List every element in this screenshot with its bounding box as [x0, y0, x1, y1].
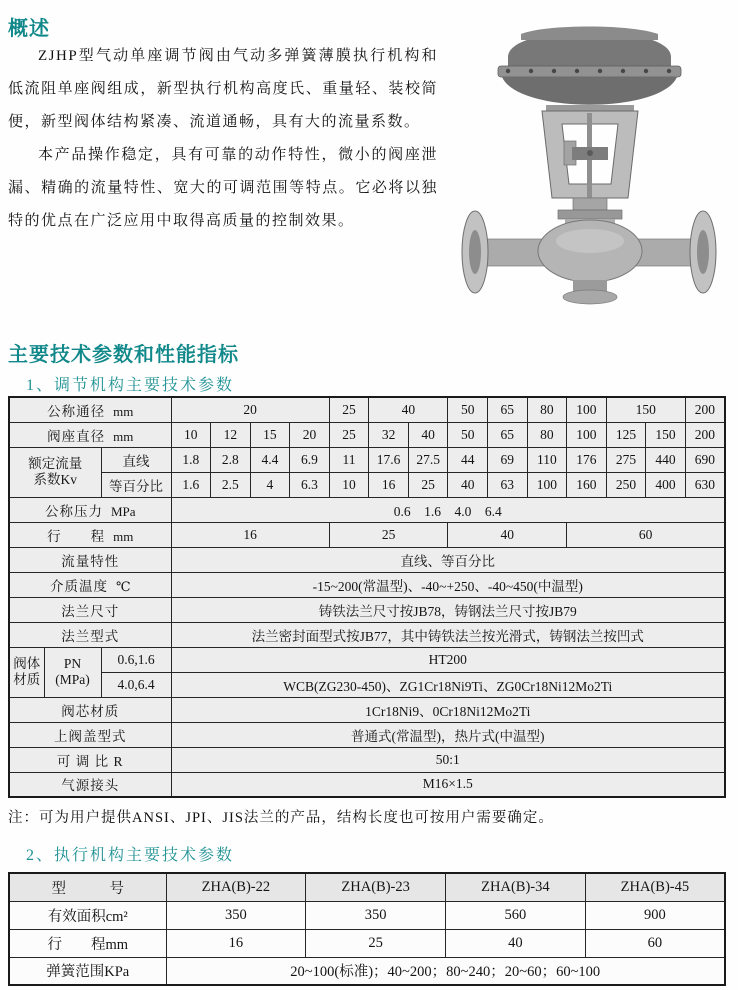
- row-label-cell: 行 程mm: [9, 929, 166, 957]
- value-cell: 50: [448, 422, 488, 447]
- value-cell: 17.6: [369, 447, 409, 472]
- row-label-cell: 法兰尺寸: [9, 597, 171, 622]
- regulator-parameters-table: [8, 396, 726, 798]
- value-cell: 直线、等百分比: [171, 547, 725, 572]
- value-cell: 400: [646, 472, 686, 497]
- row-label-cell: 流量特性: [9, 547, 171, 572]
- value-cell: 630: [685, 472, 725, 497]
- value-cell: 40: [408, 422, 448, 447]
- actuator-parameters-table: [8, 872, 726, 986]
- value-cell: 法兰密封面型式按JB77，其中铸铁法兰按光滑式，铸钢法兰按凹式: [171, 622, 725, 647]
- value-cell: 65: [488, 422, 528, 447]
- row-label-cell: 可 调 比 R: [9, 747, 171, 772]
- sub-label-cell: 等百分比: [101, 472, 171, 497]
- row-label-cell: 型 号: [9, 873, 166, 901]
- model-cell: ZHA(B)-34: [446, 873, 586, 901]
- pn-range-cell: 0.6,1.6: [101, 647, 171, 672]
- value-cell: 普通式(常温型)，热片式(中温型): [171, 722, 725, 747]
- value-cell: 275: [606, 447, 646, 472]
- value-cell: 40: [448, 522, 567, 547]
- row-flange-type: [9, 622, 725, 647]
- value-cell: 250: [606, 472, 646, 497]
- value-cell: 40: [369, 397, 448, 422]
- row-model: [9, 873, 725, 901]
- value-cell: 0.6 1.6 4.0 6.4: [171, 497, 725, 522]
- value-cell: 4.4: [250, 447, 290, 472]
- row-stroke: [9, 522, 725, 547]
- row-label-cell: 有效面积cm²: [9, 901, 166, 929]
- model-cell: ZHA(B)-22: [166, 873, 306, 901]
- valve-illustration: [446, 10, 734, 318]
- value-cell: 25: [329, 422, 369, 447]
- row-label-cell: 阀芯材质: [9, 697, 171, 722]
- row-label-cell: 公称压力 MPa: [9, 497, 171, 522]
- row-plug-material: [9, 697, 725, 722]
- value-cell: 80: [527, 422, 567, 447]
- value-cell: 69: [488, 447, 528, 472]
- value-cell: 1Cr18Ni9、0Cr18Ni12Mo2Ti: [171, 697, 725, 722]
- value-cell: 60: [567, 522, 725, 547]
- row-spring-range: [9, 957, 725, 985]
- value-cell: 176: [567, 447, 607, 472]
- value-cell: 25: [329, 397, 369, 422]
- value-cell: 2.5: [211, 472, 251, 497]
- row-label-cell: 行 程 mm: [9, 522, 171, 547]
- row-body-material-pn-low: [9, 647, 725, 672]
- value-cell: 65: [488, 397, 528, 422]
- value-cell: 32: [369, 422, 409, 447]
- value-cell: 60: [585, 929, 725, 957]
- value-cell: 100: [567, 422, 607, 447]
- value-cell: 2.8: [211, 447, 251, 472]
- value-cell: 1.8: [171, 447, 211, 472]
- value-cell: 110: [527, 447, 567, 472]
- value-cell: 20: [171, 397, 329, 422]
- value-cell: 27.5: [408, 447, 448, 472]
- value-cell: 16: [166, 929, 306, 957]
- row-bonnet-type: [9, 722, 725, 747]
- row-kv-equal-percentage: [9, 472, 725, 497]
- value-cell: 15: [250, 422, 290, 447]
- row-rangeability: [9, 747, 725, 772]
- value-cell: 25: [306, 929, 446, 957]
- value-cell: 16: [369, 472, 409, 497]
- value-cell: 80: [527, 397, 567, 422]
- value-cell: 350: [166, 901, 306, 929]
- value-cell: 10: [329, 472, 369, 497]
- value-cell: HT200: [171, 647, 725, 672]
- value-cell: 50:1: [171, 747, 725, 772]
- row-air-connection: [9, 772, 725, 797]
- value-cell: M16×1.5: [171, 772, 725, 797]
- pn-label-cell: PN (MPa): [44, 647, 101, 697]
- row-nominal-pressure: [9, 497, 725, 522]
- row-medium-temperature: [9, 572, 725, 597]
- subsection-1-title: 1、调节机构主要技术参数: [26, 377, 235, 394]
- section-title: 主要技术参数和性能指标: [8, 344, 239, 366]
- value-cell: 44: [448, 447, 488, 472]
- pn-range-cell: 4.0,6.4: [101, 672, 171, 697]
- value-cell: 100: [527, 472, 567, 497]
- value-cell: 40: [446, 929, 586, 957]
- value-cell: 20: [290, 422, 330, 447]
- value-cell: 25: [329, 522, 448, 547]
- row-label-cell: 公称通径 mm: [9, 397, 171, 422]
- kv-label-cell: 额定流量 系数Kv: [9, 447, 101, 497]
- value-cell: 350: [306, 901, 446, 929]
- value-cell: 12: [211, 422, 251, 447]
- control-valve-photo: [446, 10, 734, 318]
- value-cell: 6.3: [290, 472, 330, 497]
- model-cell: ZHA(B)-23: [306, 873, 446, 901]
- body-material-label-cell: 阀体 材质: [9, 647, 44, 697]
- row-label-cell: 阀座直径 mm: [9, 422, 171, 447]
- value-cell: 25: [408, 472, 448, 497]
- row-seat-diameter: [9, 422, 725, 447]
- value-cell: 200: [685, 397, 725, 422]
- value-cell: 440: [646, 447, 686, 472]
- value-cell: 1.6: [171, 472, 211, 497]
- row-label-cell: 介质温度 ℃: [9, 572, 171, 597]
- value-cell: 160: [567, 472, 607, 497]
- value-cell: 10: [171, 422, 211, 447]
- row-label-cell: 弹簧范围KPa: [9, 957, 166, 985]
- value-cell: 63: [488, 472, 528, 497]
- model-cell: ZHA(B)-45: [585, 873, 725, 901]
- overview-paragraph-1: ZJHP型气动单座调节阀由气动多弹簧薄膜执行机构和低流阻单座阀组成，新型执行机构高度氏、重量轻、装校简便，新型阀体结构紧凑、流道通畅，具有大的流量系数。: [8, 48, 438, 130]
- value-cell: 100: [567, 397, 607, 422]
- value-cell: 16: [171, 522, 329, 547]
- row-effective-area: [9, 901, 725, 929]
- row-body-material-pn-high: [9, 672, 725, 697]
- subsection-2-title: 2、执行机构主要技术参数: [26, 847, 235, 864]
- row-label-cell: 气源接头: [9, 772, 171, 797]
- value-cell: 125: [606, 422, 646, 447]
- value-cell: 200: [685, 422, 725, 447]
- note-text: 注：可为用户提供ANSI、JPI、JIS法兰的产品，结构长度也可按用户需要确定。: [8, 810, 554, 826]
- value-cell: 4: [250, 472, 290, 497]
- value-cell: WCB(ZG230-450)、ZG1Cr18Ni9Ti、ZG0Cr18Ni12Mo2Ti: [171, 672, 725, 697]
- value-cell: 铸铁法兰尺寸按JB78，铸钢法兰尺寸按JB79: [171, 597, 725, 622]
- row-actuator-stroke: [9, 929, 725, 957]
- overview-title: 概述: [8, 18, 50, 40]
- row-label-cell: 法兰型式: [9, 622, 171, 647]
- row-kv-linear: [9, 447, 725, 472]
- value-cell: 900: [585, 901, 725, 929]
- value-cell: 6.9: [290, 447, 330, 472]
- value-cell: -15~200(常温型)、-40~+250、-40~450(中温型): [171, 572, 725, 597]
- sub-label-cell: 直线: [101, 447, 171, 472]
- row-nominal-diameter: [9, 397, 725, 422]
- value-cell: 560: [446, 901, 586, 929]
- value-cell: 20~100(标准)；40~200；80~240；20~60；60~100: [166, 957, 725, 985]
- value-cell: 11: [329, 447, 369, 472]
- row-label-cell: 上阀盖型式: [9, 722, 171, 747]
- overview-paragraph-2: 本产品操作稳定，具有可靠的动作特性，微小的阀座泄漏、精确的流量特性、宽大的可调范围等特点。它必将以独特的优点在广泛应用中取得高质量的控制效果。: [8, 147, 438, 229]
- row-flow-characteristic: [9, 547, 725, 572]
- value-cell: 40: [448, 472, 488, 497]
- value-cell: 150: [646, 422, 686, 447]
- value-cell: 150: [606, 397, 685, 422]
- value-cell: 690: [685, 447, 725, 472]
- overview-paragraphs: [8, 40, 438, 238]
- value-cell: 50: [448, 397, 488, 422]
- row-flange-size: [9, 597, 725, 622]
